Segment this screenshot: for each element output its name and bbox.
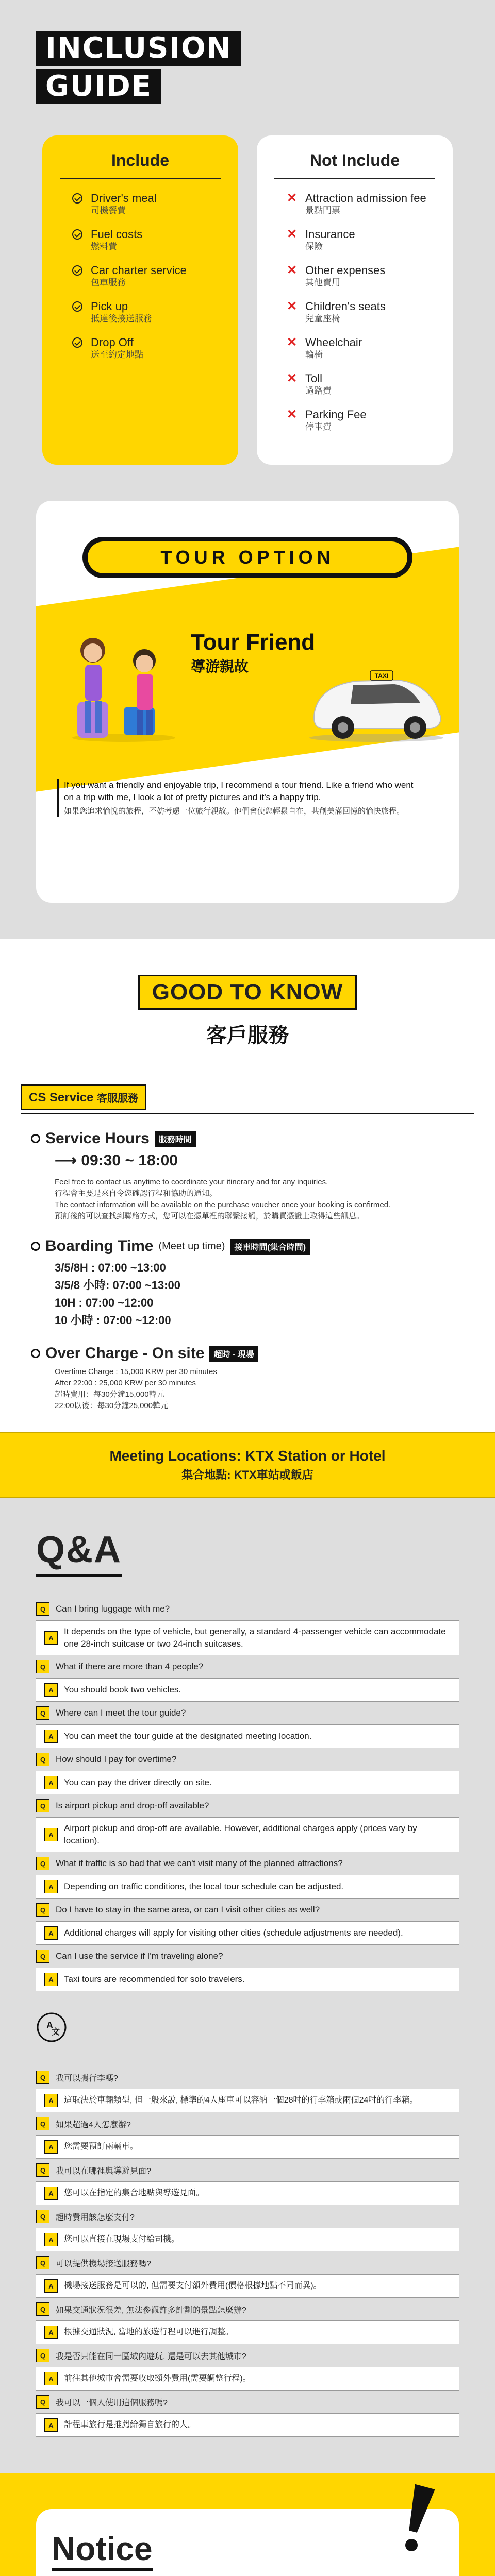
include-item: Driver's meal 司機餐費 [91, 192, 221, 216]
boarding-time-badge: 接車時間(集合時間) [230, 1239, 310, 1255]
answer-row [36, 1968, 459, 1991]
question-text: 我可以攜行李嗎? [56, 2074, 118, 2083]
answer-marker: A [44, 1631, 58, 1645]
check-icon [72, 229, 82, 240]
tour-description-zh: 如果您追求愉悅的旅程，不妨考慮一位旅行親故。他們會使您輕鬆自在，共創美滿回憶的愉快旅程。 [64, 807, 405, 816]
not-include-item: ✕ Other expenses 其他費用 [287, 263, 386, 287]
check-icon [72, 337, 82, 348]
question-row [36, 2066, 459, 2089]
notice-section [0, 2473, 495, 2576]
answer-row [36, 2182, 459, 2205]
tour-friend-zh: 導游親故 [191, 658, 249, 674]
answer-text: 您可以在指定的集合地點與導遊見面。 [64, 2189, 205, 2197]
answer-marker: A [44, 2326, 58, 2339]
boarding-time-block [21, 1238, 474, 1329]
cross-icon: ✕ [287, 371, 298, 385]
include-item: Car charter service 包車服務 [91, 264, 221, 289]
answer-text: You should book two vehicles. [64, 1685, 182, 1694]
answer-marker: A [44, 1683, 58, 1697]
meeting-location-banner [0, 1432, 495, 1498]
boarding-row: 10H : 07:00 ~12:00 [55, 1296, 154, 1309]
exclamation-icon [387, 2483, 443, 2555]
inclusion-title [36, 31, 241, 107]
answer-row [36, 1771, 459, 1794]
answer-text: 根據交通狀況, 當地的旅遊行程可以進行調整。 [64, 2328, 234, 2336]
question-marker: Q [36, 2071, 50, 2084]
clock-icon [31, 1134, 40, 1143]
question-marker: Q [36, 1706, 50, 1720]
include-card [42, 135, 238, 465]
answer-text: 機場接送服務是可以的, 但需要支付額外費用(價格根據地點不同而異)。 [64, 2281, 322, 2290]
inclusion-guide-section [0, 0, 495, 501]
tour-description-en: If you want a friendly and enjoyable trip, I recommend a tour friend. Like a friend who went on a trip with me, I look a lot of pretty pictures and it's a happy trip. [64, 780, 414, 802]
answer-text: Taxi tours are recommended for solo travelers. [64, 1974, 245, 1984]
include-item: Fuel costs 燃料費 [91, 228, 221, 252]
not-include-item: ✕ Children's seats 兒童座椅 [287, 299, 386, 324]
answer-marker: A [44, 2233, 58, 2246]
good-to-know-section [0, 939, 495, 1069]
include-item: Pick up 抵達後接送服務 [91, 300, 221, 325]
question-text: 我是否只能在同一區域內遊玩, 還是可以去其他城市? [56, 2352, 246, 2361]
answer-row [36, 2089, 459, 2112]
answer-row [36, 2275, 459, 2298]
answer-row [36, 1679, 459, 1702]
question-marker: Q [36, 1602, 50, 1616]
answer-marker: A [44, 2418, 58, 2432]
translate-icon [36, 2012, 459, 2045]
not-include-heading: Not Include [274, 151, 435, 179]
question-marker: Q [36, 2302, 50, 2316]
check-icon [72, 301, 82, 312]
question-row [36, 2205, 459, 2228]
tour-card [36, 501, 459, 903]
inclusion-cards [0, 135, 495, 465]
cross-icon: ✕ [287, 191, 298, 205]
taxi-sign-text: TAXI [374, 672, 389, 680]
not-include-item: ✕ Attraction admission fee 景點門票 [287, 191, 426, 215]
svg-text:文: 文 [52, 2027, 60, 2037]
question-text: 如果超過4人怎麼辦? [56, 2120, 131, 2129]
question-marker: Q [36, 1903, 50, 1917]
clock-icon [31, 1349, 40, 1358]
answer-marker: A [44, 2140, 58, 2154]
boarding-row: 3/5/8 小時: 07:00 ~13:00 [55, 1279, 180, 1292]
question-row [36, 1598, 459, 1621]
question-row [36, 1945, 459, 1968]
answer-row [36, 1875, 459, 1899]
answer-row [36, 2136, 459, 2159]
cross-icon: ✕ [287, 335, 298, 349]
answer-text: 前往其他城市會需要收取額外費用(需要調整行程)。 [64, 2374, 251, 2383]
boarding-time-title: Boarding Time [45, 1238, 154, 1255]
question-marker: Q [36, 1857, 50, 1870]
question-marker: Q [36, 1950, 50, 1963]
answer-text: You can meet the tour guide at the designated meeting location. [64, 1731, 312, 1741]
meeting-location-zh: 集合地點: KTX車站或飯店 [182, 1468, 314, 1481]
answer-row [36, 1818, 459, 1852]
question-text: 我可以在哪裡與導遊見面? [56, 2166, 151, 2176]
question-marker: Q [36, 2349, 50, 2362]
question-text: 超時費用該怎麼支付? [56, 2213, 135, 2222]
answer-text: 您可以直接在現場支付給司機。 [64, 2235, 180, 2244]
svg-text:A: A [46, 2020, 53, 2030]
cross-icon: ✕ [287, 227, 298, 241]
inclusion-title-line1: INCLUSION [36, 31, 241, 66]
boarding-row: 3/5/8H : 07:00 ~13:00 [55, 1261, 166, 1274]
answer-text: It depends on the type of vehicle, but generally, a standard 4-passenger vehicle can accommodate one 28-inch suitcase or two 24-inch suitcases. [64, 1626, 446, 1649]
check-icon [72, 265, 82, 276]
not-include-card [257, 135, 453, 465]
answer-marker: A [44, 2372, 58, 2385]
answer-text: Airport pickup and drop-off are available. However, additional charges apply (prices vary by location). [64, 1823, 417, 1845]
answer-marker: A [44, 2279, 58, 2293]
good-to-know-subtitle: 客戶服務 [206, 1024, 289, 1047]
answer-text: 這取決於車輛類型, 但一般來說, 標準的4人座車可以容納一個28吋的行李箱或兩個24吋的行李箱。 [64, 2096, 418, 2105]
qa-section [0, 1498, 495, 2473]
answer-row [36, 1725, 459, 1748]
question-row [36, 2251, 459, 2275]
answer-row [36, 2414, 459, 2437]
question-marker: Q [36, 2256, 50, 2269]
service-hours-time: ⟶ 09:30 ~ 18:00 [55, 1152, 178, 1169]
tour-description [57, 779, 425, 817]
answer-text: 計程車旅行是推薦給獨自旅行的人。 [64, 2420, 196, 2429]
not-include-item: ✕ Parking Fee 停車費 [287, 408, 367, 432]
answer-text: Additional charges will apply for visiting other cities (schedule adjustments are needed). [64, 1928, 403, 1938]
question-row [36, 1702, 459, 1725]
answer-marker: A [44, 1776, 58, 1789]
overcharge-block: Over Charge - On site 超時 - 現場 Overtime Charge : 15,000 KRW per 30 minutes After 22:00 : 25,000 KRW per 30 minutes 超時費用：每30分鐘15,000韓元 22:00以後：每30分鐘25,000韓元 [21, 1345, 474, 1412]
not-include-list [274, 192, 435, 433]
service-hours-badge: 服務時間 [155, 1131, 196, 1147]
overcharge-badge: 超時 - 現場 [209, 1346, 258, 1362]
cs-service-section [0, 1069, 495, 1432]
service-hours-title: Service Hours [45, 1130, 150, 1147]
question-row [36, 1899, 459, 1922]
answer-marker: A [44, 1730, 58, 1743]
not-include-item: ✕ Toll 過路費 [287, 371, 332, 396]
service-hours-block: Service Hours 服務時間 ⟶ 09:30 ~ 18:00 Feel free to contact us anytime to coordinate your itinerary and for any inquiries. 行程會主要是來自令您確認行程和協助的通知。 The contact information will be available on the purchase voucher once your booking is confirmed. 預訂後的可以查找到聯絡方式，您可以在憑單裡的聯繫接觸，於購買憑證上取得這些訊息。 [21, 1130, 474, 1222]
answer-marker: A [44, 1880, 58, 1893]
question-text: 我可以一個人使用這個服務嗎? [56, 2398, 168, 2408]
check-icon [72, 193, 82, 204]
answer-row [36, 1922, 459, 1945]
question-text: Can I bring luggage with me? [56, 1604, 170, 1614]
question-marker: Q [36, 1753, 50, 1766]
question-marker: Q [36, 2210, 50, 2223]
answer-text: You can pay the driver directly on site. [64, 1777, 212, 1787]
question-text: How should I pay for overtime? [56, 1754, 177, 1764]
answer-text: Depending on traffic conditions, the local tour schedule can be adjusted. [64, 1882, 344, 1891]
answer-text: 您需要預訂兩輛車。 [64, 2142, 139, 2151]
divider [21, 1113, 474, 1114]
question-row [36, 1794, 459, 1818]
answer-marker: A [44, 2187, 58, 2200]
overcharge-title: Over Charge - On site [45, 1345, 205, 1362]
boarding-row: 10 小時 : 07:00 ~12:00 [55, 1314, 171, 1327]
notice-card [36, 2509, 459, 2576]
notice-title: Notice [52, 2530, 153, 2571]
qa-list-zh [36, 2066, 459, 2437]
not-include-item: ✕ Insurance 保險 [287, 227, 355, 251]
inclusion-title-line2: GUIDE [36, 69, 161, 104]
question-row [36, 1655, 459, 1679]
tour-friend-en: Tour Friend [191, 630, 316, 655]
question-text: What if there are more than 4 people? [56, 1662, 204, 1671]
question-row [36, 2298, 459, 2321]
include-heading: Include [60, 151, 221, 179]
question-text: Where can I meet the tour guide? [56, 1708, 186, 1718]
include-item: Drop Off 送至約定地點 [91, 336, 221, 361]
clock-icon [31, 1242, 40, 1251]
cross-icon: ✕ [287, 263, 298, 277]
answer-row [36, 2228, 459, 2251]
travelers-illustration [67, 624, 186, 745]
question-text: Is airport pickup and drop-off available? [56, 1801, 209, 1810]
answer-row [36, 2367, 459, 2391]
question-text: Do I have to stay in the same area, or can I visit other cities as well? [56, 1905, 320, 1914]
meeting-location-en: Meeting Locations: KTX Station or Hotel [109, 1448, 386, 1464]
answer-marker: A [44, 1828, 58, 1841]
question-marker: Q [36, 2163, 50, 2177]
question-text: Can I use the service if I'm traveling alone? [56, 1951, 223, 1961]
question-row [36, 1852, 459, 1875]
answer-marker: A [44, 1973, 58, 1986]
question-text: 如果交通狀況很差, 無法參觀許多計劃的景點怎麼辦? [56, 2306, 246, 2315]
question-row [36, 2391, 459, 2414]
tour-option-pill [82, 537, 412, 578]
answer-row [36, 2321, 459, 2344]
taxi-car-illustration [304, 655, 449, 745]
boarding-time-note: (Meet up time) [158, 1240, 225, 1252]
question-row [36, 2112, 459, 2136]
question-marker: Q [36, 1799, 50, 1812]
answer-marker: A [44, 1926, 58, 1940]
qa-title: Q&A [36, 1529, 122, 1577]
cross-icon: ✕ [287, 299, 298, 313]
question-row [36, 1748, 459, 1771]
question-row [36, 2159, 459, 2182]
qa-list-en [36, 1598, 459, 1991]
question-text: 可以提供機場接送服務嗎? [56, 2259, 151, 2268]
not-include-item: ✕ Wheelchair 輪椅 [287, 335, 362, 360]
tour-option-section [0, 501, 495, 939]
include-list [60, 192, 221, 361]
question-row [36, 2344, 459, 2367]
answer-marker: A [44, 2094, 58, 2107]
question-marker: Q [36, 2395, 50, 2409]
question-marker: Q [36, 1660, 50, 1673]
question-marker: Q [36, 2117, 50, 2130]
good-to-know-title: GOOD TO KNOW [138, 975, 357, 1010]
cross-icon: ✕ [287, 408, 298, 421]
answer-row [36, 1621, 459, 1655]
tour-friend-heading [191, 630, 315, 676]
question-text: What if traffic is so bad that we can't visit many of the planned attractions? [56, 1858, 343, 1868]
tour-option-label: TOUR OPTION [88, 541, 407, 573]
cs-service-tag: CS Service 客服服務 [21, 1084, 146, 1110]
